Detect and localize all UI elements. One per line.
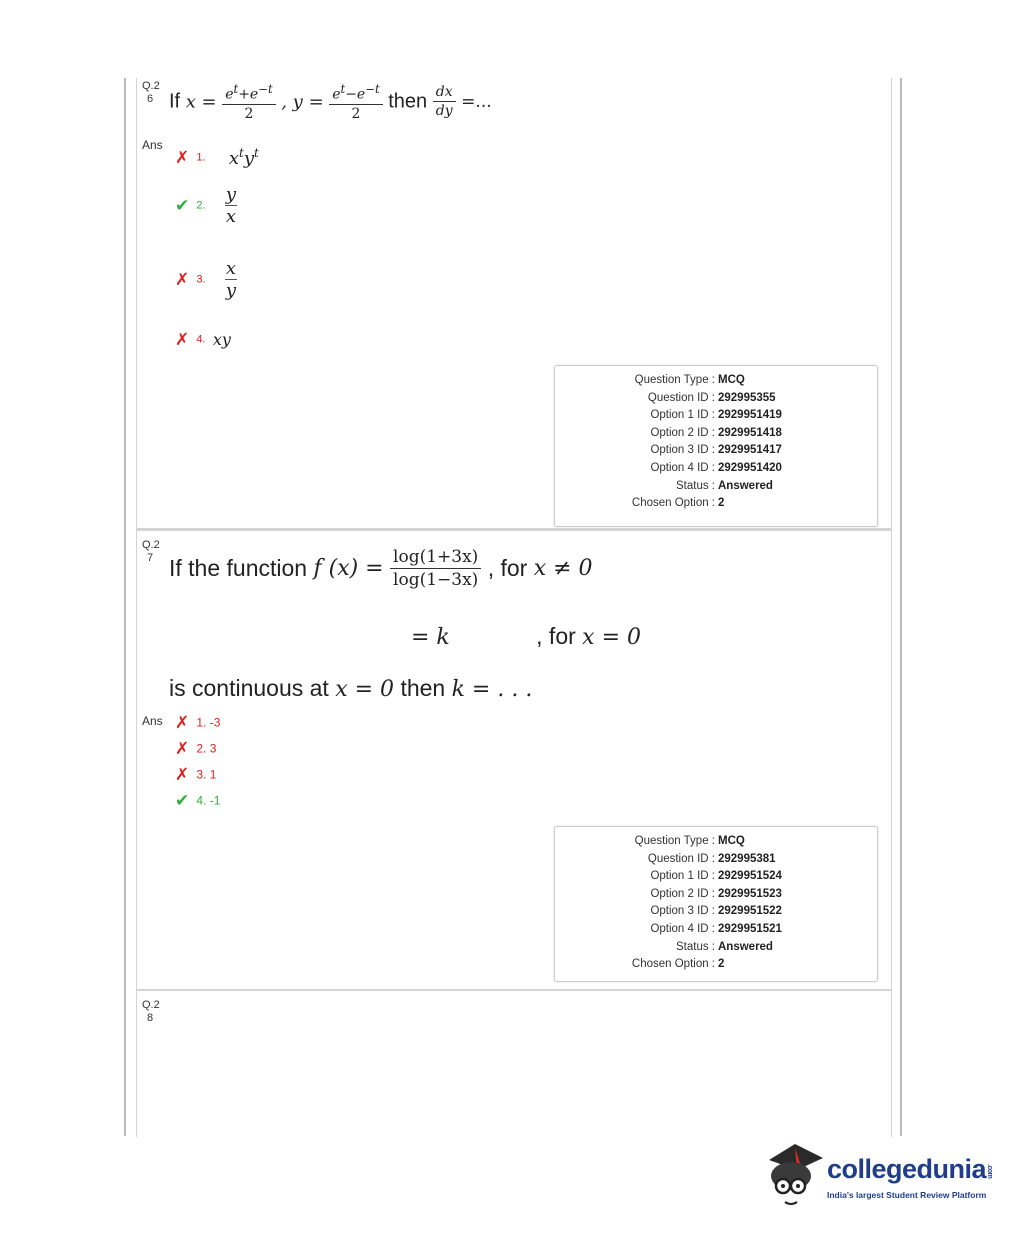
option-value: -3 xyxy=(209,715,221,730)
info-row xyxy=(555,460,877,478)
info-value: 2929951521 xyxy=(718,922,782,935)
fraction-x xyxy=(222,82,275,122)
option-label xyxy=(196,742,216,756)
fraction-x-denominator: 2 xyxy=(244,105,254,122)
option-number: 1. xyxy=(196,715,207,730)
info-row xyxy=(555,425,877,443)
num-mid: −e xyxy=(345,86,366,103)
q-y-equals: , y = xyxy=(281,91,324,113)
fraction-y-denominator: 2 xyxy=(351,105,361,122)
option-1-expression xyxy=(229,148,259,169)
option-label xyxy=(196,716,220,730)
info-row xyxy=(555,372,877,390)
answer-label: Ans xyxy=(142,138,163,152)
option-2-numerator: y xyxy=(225,184,237,205)
option-1 xyxy=(175,714,220,731)
info-key: Chosen Option : xyxy=(631,497,715,510)
info-key: Option 4 ID : xyxy=(650,461,715,474)
question-number-bottom: 6 xyxy=(147,93,154,105)
info-value: 292995381 xyxy=(718,852,776,865)
question-line-1 xyxy=(169,547,593,590)
info-row xyxy=(555,939,877,957)
info-value: Answered xyxy=(718,940,773,953)
cross-icon: ✗ xyxy=(175,713,190,732)
logo-brand xyxy=(827,1154,993,1185)
num-sup: t xyxy=(233,82,239,96)
expr-sup1: t xyxy=(239,146,244,160)
q-cond-2: x = 0 xyxy=(582,625,641,650)
cross-icon: ✗ xyxy=(175,330,190,349)
option-2 xyxy=(175,184,237,227)
option-4-expression: xy xyxy=(212,330,231,349)
option-value: -1 xyxy=(209,793,221,808)
expr-sup2: t xyxy=(254,146,259,160)
num-sup: t xyxy=(340,82,346,96)
question-number-top: Q.2 xyxy=(142,999,160,1011)
q-equals-k: = k xyxy=(411,625,450,650)
info-row xyxy=(555,478,877,496)
info-key: Status : xyxy=(676,940,715,953)
page-left-border xyxy=(124,78,126,1136)
option-number: 2. xyxy=(196,199,206,212)
question-text xyxy=(169,82,492,122)
info-value: 2929951419 xyxy=(718,409,782,422)
info-key: Question Type : xyxy=(634,374,715,386)
q-for-2: , for xyxy=(536,623,576,649)
info-value: 292995355 xyxy=(718,391,776,404)
logo-brand-text: collegedunia xyxy=(827,1154,987,1184)
info-key: Option 2 ID : xyxy=(650,887,715,900)
option-4 xyxy=(175,330,231,349)
check-icon: ✔ xyxy=(175,196,190,215)
page-right-border xyxy=(900,78,902,1136)
fraction-dxdy xyxy=(433,84,456,119)
question-line-2 xyxy=(411,623,641,650)
fraction-dxdy-numerator: dx xyxy=(433,84,456,102)
info-value: 2929951417 xyxy=(718,444,782,457)
q-line3-k: k = . . . xyxy=(451,677,533,702)
q-line3-cond: x = 0 xyxy=(335,677,395,702)
option-value: 1 xyxy=(209,767,217,782)
info-value: MCQ xyxy=(718,374,745,386)
num-sup2: −t xyxy=(365,82,380,96)
q-cond-1: x ≠ 0 xyxy=(533,556,593,581)
fraction-y xyxy=(329,82,382,122)
option-label xyxy=(196,768,216,782)
info-row xyxy=(555,495,877,513)
info-key: Question Type : xyxy=(634,835,715,847)
question-number-top: Q.2 xyxy=(142,80,160,92)
logo-tagline: India's largest Student Review Platform xyxy=(827,1190,987,1200)
option-number: 3. xyxy=(196,767,207,782)
info-value: MCQ xyxy=(718,835,745,847)
question-number-bottom: 7 xyxy=(147,552,154,564)
question-number xyxy=(142,539,160,565)
question-number xyxy=(142,999,160,1025)
q-then: then xyxy=(388,90,428,113)
answer-label: Ans xyxy=(142,714,163,728)
q-for-1: , for xyxy=(487,555,528,581)
cross-icon: ✗ xyxy=(175,739,190,758)
question-info-box xyxy=(554,365,878,527)
info-row xyxy=(555,886,877,904)
info-key: Option 3 ID : xyxy=(650,905,715,918)
q-x-equals: x = xyxy=(185,91,217,113)
info-value: 2 xyxy=(718,958,725,971)
q-tail: =... xyxy=(461,91,492,112)
log-numerator: log(1+3x) xyxy=(390,547,481,569)
info-row xyxy=(555,921,877,939)
option-2-fraction xyxy=(225,184,237,227)
info-value: 2 xyxy=(718,497,725,510)
question-info-box xyxy=(554,826,878,982)
log-denominator: log(1−3x) xyxy=(393,570,479,590)
info-row xyxy=(555,407,877,425)
question-line-3 xyxy=(169,675,532,702)
num-mid: +e xyxy=(238,86,259,103)
question-block-26 xyxy=(136,78,892,530)
info-value: 2929951524 xyxy=(718,870,782,883)
info-key: Option 1 ID : xyxy=(650,870,715,883)
option-number: 4. xyxy=(196,793,207,808)
q-line3-prefix: is continuous at xyxy=(169,675,329,701)
info-value: 2929951420 xyxy=(718,461,782,474)
option-value: 3 xyxy=(209,741,217,756)
option-number: 2. xyxy=(196,741,207,756)
cross-icon: ✗ xyxy=(175,148,190,167)
expr-y: y xyxy=(243,148,255,169)
option-label xyxy=(196,794,220,808)
question-number xyxy=(142,80,160,106)
q-log-fraction xyxy=(390,547,481,590)
info-row xyxy=(555,851,877,869)
option-3 xyxy=(175,766,216,783)
option-number: 3. xyxy=(196,273,206,286)
option-number: 1. xyxy=(196,151,206,164)
fraction-dxdy-denominator: dy xyxy=(435,103,453,120)
info-row xyxy=(555,868,877,886)
cross-icon: ✗ xyxy=(175,765,190,784)
option-3 xyxy=(175,258,237,301)
q-line3-then: then xyxy=(400,675,446,701)
q-fx: f (x) = xyxy=(313,556,384,581)
logo-com: .com xyxy=(986,1163,994,1179)
num-e: e xyxy=(225,86,234,103)
option-3-numerator: x xyxy=(225,258,237,279)
info-key: Question ID : xyxy=(647,391,715,404)
info-row xyxy=(555,442,877,460)
info-key: Chosen Option : xyxy=(631,958,715,971)
num-e: e xyxy=(332,86,341,103)
option-2 xyxy=(175,740,216,757)
option-4 xyxy=(175,792,220,809)
info-key: Question ID : xyxy=(647,852,715,865)
info-row xyxy=(555,833,877,851)
option-3-fraction xyxy=(225,258,237,301)
fraction-x-numerator xyxy=(222,82,275,105)
info-value: Answered xyxy=(718,479,773,492)
option-1 xyxy=(175,146,259,169)
q-prefix: If the function xyxy=(169,555,308,581)
info-key: Option 4 ID : xyxy=(650,922,715,935)
option-3-denominator: y xyxy=(225,280,237,301)
info-key: Status : xyxy=(676,479,715,492)
q-if: If xyxy=(169,90,181,113)
info-key: Option 1 ID : xyxy=(650,409,715,422)
question-block-28 xyxy=(136,990,892,1137)
info-row xyxy=(555,390,877,408)
mascot-icon xyxy=(765,1140,825,1210)
question-block-27 xyxy=(136,530,892,991)
fraction-y-numerator xyxy=(329,82,382,105)
option-number: 4. xyxy=(196,333,206,346)
info-key: Option 3 ID : xyxy=(650,444,715,457)
check-icon: ✔ xyxy=(175,791,190,810)
num-sup2: −t xyxy=(258,82,273,96)
info-row xyxy=(555,903,877,921)
expr-x: x xyxy=(228,148,240,169)
collegedunia-logo[interactable] xyxy=(765,1140,995,1210)
question-number-top: Q.2 xyxy=(142,539,160,551)
info-key: Option 2 ID : xyxy=(650,426,715,439)
info-value: 2929951522 xyxy=(718,905,782,918)
info-row xyxy=(555,956,877,974)
question-number-bottom: 8 xyxy=(147,1012,154,1024)
info-value: 2929951523 xyxy=(718,887,782,900)
option-2-denominator: x xyxy=(225,206,237,227)
cross-icon: ✗ xyxy=(175,270,190,289)
info-value: 2929951418 xyxy=(718,426,782,439)
